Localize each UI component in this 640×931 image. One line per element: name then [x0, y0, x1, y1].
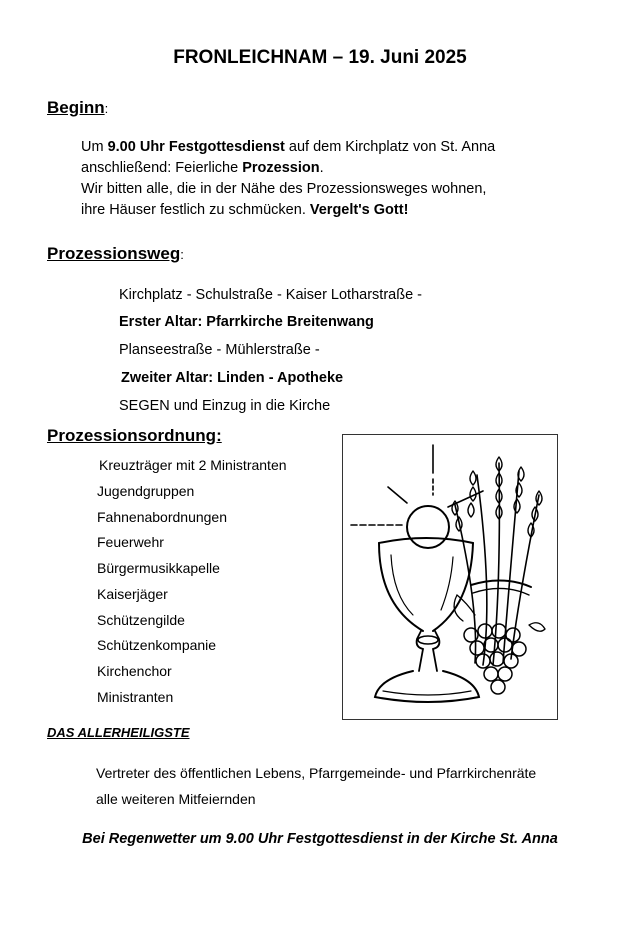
- order-item-7: Schützengilde: [97, 612, 185, 628]
- beginn-line-4: [81, 200, 495, 221]
- order-item-8: Schützenkompanie: [97, 637, 217, 653]
- beginn-line-1-post: auf dem Kirchplatz von St. Anna: [284, 139, 496, 155]
- page-title: FRONLEICHNAM – 19. Juni 2025: [173, 47, 467, 68]
- section-heading-beginn: [47, 98, 108, 118]
- route-line-altar-1: Erster Altar: Pfarrkirche Breitenwang: [119, 314, 374, 330]
- order-item-5: Bürgermusikkapelle: [97, 560, 220, 576]
- section-heading-prozessionsordnung: [47, 426, 222, 446]
- illustration-frame: [342, 434, 558, 720]
- route-line-5: SEGEN und Einzug in die Kirche: [119, 398, 331, 414]
- section-heading-prozessionsweg: [47, 244, 184, 264]
- beginn-line-4-bold: Vergelt's Gott!: [309, 202, 409, 218]
- beginn-line-1-pre: Um: [81, 139, 108, 155]
- beginn-line-2-bold: Prozession: [242, 160, 320, 176]
- beginn-line-4-pre: ihre Häuser festlich zu schmücken.: [81, 202, 310, 218]
- beginn-line-3: Wir bitten alle, die in der Nähe des Prozessionsweges wohnen,: [81, 181, 487, 197]
- allerheiligste-heading: DAS ALLERHEILIGSTE: [47, 725, 190, 740]
- order-item-3: Fahnenabordnungen: [97, 509, 228, 525]
- beginn-heading-text: Beginn: [47, 98, 105, 117]
- beginn-line-2-post: .: [319, 160, 324, 176]
- chalice-host-wheat-grapes-icon: [343, 435, 557, 719]
- beginn-line-2: [81, 158, 495, 179]
- order-item-4: Feuerwehr: [97, 534, 164, 550]
- beginn-line-1: [81, 137, 495, 158]
- weg-heading-text: Prozessionsweg: [47, 244, 181, 263]
- order-item-10: Ministranten: [97, 689, 174, 705]
- order-item-6: Kaiserjäger: [97, 586, 168, 602]
- beginn-line-1-bold: 9.00 Uhr Festgottesdienst: [107, 139, 285, 155]
- beginn-line-2-pre: anschließend: Feierliche: [81, 160, 243, 176]
- rain-notice: Bei Regenwetter um 9.00 Uhr Festgottesdienst in der Kirche St. Anna: [82, 831, 558, 847]
- beginn-heading-colon: :: [104, 101, 109, 116]
- order-item-2: Jugendgruppen: [97, 483, 195, 499]
- weg-heading-colon: :: [180, 247, 184, 262]
- beginn-paragraph: [81, 137, 495, 221]
- route-line-3: Planseestraße - Mühlerstraße -: [119, 342, 320, 358]
- route-line-altar-2: Zweiter Altar: Linden - Apotheke: [121, 370, 344, 386]
- order-item-9: Kirchenchor: [97, 663, 172, 679]
- after-line-2: alle weiteren Mitfeiernden: [96, 791, 256, 807]
- route-line-1: Kirchplatz - Schulstraße - Kaiser Lotharstraße -: [119, 287, 422, 303]
- ordnung-heading-text: Prozessionsordnung:: [47, 426, 222, 445]
- order-item-1: Kreuzträger mit 2 Ministranten: [99, 457, 287, 473]
- after-line-1: Vertreter des öffentlichen Lebens, Pfarrgemeinde- und Pfarrkirchenräte: [96, 765, 537, 781]
